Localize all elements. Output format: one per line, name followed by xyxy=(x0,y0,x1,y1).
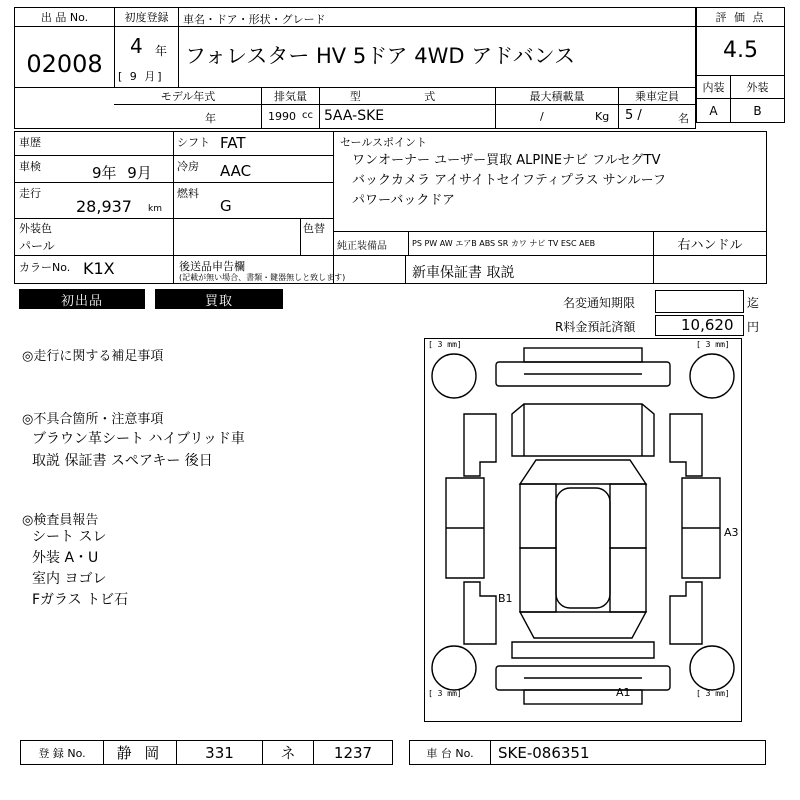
inspector-line: 外装 A・U xyxy=(32,550,99,566)
equipment-label: 純正装備品 xyxy=(337,241,387,252)
recycle-value: 10,620 xyxy=(681,316,734,334)
inspector-lines xyxy=(32,527,128,611)
chassis-number: SKE-086351 xyxy=(498,744,590,762)
reg-no-label: 登 録 No. xyxy=(38,746,86,760)
car-name: フォレスター HV 5ドア 4WD アドバンス xyxy=(185,44,576,68)
first-reg-label: 初度登録 xyxy=(124,11,169,24)
purchase-badge: 買取 xyxy=(155,289,283,309)
lot-no: 02008 xyxy=(26,50,103,78)
car-damage-diagram xyxy=(424,338,742,722)
capacity-label: 乗車定員 xyxy=(635,90,679,103)
exterior-color: パール xyxy=(19,239,55,253)
inspector-line: 室内 ヨゴレ xyxy=(32,571,107,587)
exterior-color-label: 外装色 xyxy=(19,222,52,235)
driving-notes-title: ◎走行に関する補足事項 xyxy=(22,349,164,364)
first-reg-month: [ 9 月] xyxy=(118,70,164,83)
recycle-unit: 円 xyxy=(747,320,760,334)
sales-points-label: セールスポイント xyxy=(340,136,428,149)
color-change-label: 色替 xyxy=(303,222,325,235)
exterior-label: 外装 xyxy=(746,81,769,94)
displacement-label: 排気量 xyxy=(274,90,307,103)
inspector-line: Fガラス トビ石 xyxy=(32,592,129,608)
chassis-label: 車 台 No. xyxy=(426,746,474,760)
ac: AAC xyxy=(220,162,252,180)
delivery-note: (記載が無い場合、書類・鍵器無しと致します) xyxy=(179,273,346,282)
max-load: / xyxy=(540,110,544,123)
defect-line: ブラウン革シート ハイブリッド車 xyxy=(32,431,245,447)
inspection: 9年 9月 xyxy=(92,164,152,182)
score-label: 評 価 点 xyxy=(715,11,766,24)
history-label: 車歴 xyxy=(19,136,41,149)
tire-front-left xyxy=(432,354,476,398)
interior-label: 内装 xyxy=(702,81,725,94)
tire-front-right xyxy=(690,354,734,398)
first-listing-badge: 初出品 xyxy=(19,289,145,309)
capacity: 5 / xyxy=(625,108,642,123)
displacement: 1990 xyxy=(268,110,296,123)
type-label: 型 式 xyxy=(349,90,466,103)
inspection-label: 車検 xyxy=(19,160,41,173)
equipment: PS PW AW エアB ABS SR カワ ナビ TV ESC AEB xyxy=(412,239,596,248)
interior-grade: A xyxy=(709,103,718,118)
sales-points-text xyxy=(352,151,666,211)
shift-label: シフト xyxy=(177,136,210,149)
reg-prefecture: 静 岡 xyxy=(116,744,164,762)
defects-lines xyxy=(32,428,245,472)
color-no-label: カラーNo. xyxy=(19,261,71,274)
car-name-label: 車名・ドア・形状・グレード xyxy=(183,13,326,26)
exterior-grade: B xyxy=(753,103,762,118)
handle-side: 右ハンドル xyxy=(677,238,743,253)
first-reg-year: 4 xyxy=(130,34,143,58)
sales-point-line: ワンオーナー ユーザー買取 ALPINEナビ フルセグTV xyxy=(352,153,661,168)
delivery-label: 後送品申告欄 xyxy=(179,260,245,273)
sales-point-line: パワーバックドア xyxy=(352,193,455,208)
tire-rear-right-depth: [ 3 mm] xyxy=(696,689,730,698)
fuel-label: 燃料 xyxy=(177,187,199,200)
tire-front-left-depth: [ 3 mm] xyxy=(428,340,462,349)
name-change-label: 名変通知期限 xyxy=(563,296,636,310)
score: 4.5 xyxy=(723,37,758,63)
tire-rear-left-depth: [ 3 mm] xyxy=(428,689,462,698)
model-year-label: モデル年式 xyxy=(160,90,216,103)
displacement-unit: cc xyxy=(302,110,313,121)
model-type: 5AA-SKE xyxy=(324,108,385,124)
tire-rear-left xyxy=(432,646,476,690)
damage-mark-a1: A1 xyxy=(616,686,631,699)
recycle-label: R料金預託済額 xyxy=(555,320,636,334)
color-no: K1X xyxy=(83,259,115,278)
tire-rear-right xyxy=(690,646,734,690)
inspector-title: ◎検査員報告 xyxy=(22,513,99,528)
mileage-unit: km xyxy=(148,204,162,214)
mileage: 28,937 xyxy=(76,197,132,216)
defects-title: ◎不具合箇所・注意事項 xyxy=(22,412,164,427)
fuel: G xyxy=(220,197,232,215)
mileage-label: 走行 xyxy=(19,187,41,200)
max-load-label: 最大積載量 xyxy=(529,90,585,103)
inspector-line: シート スレ xyxy=(32,529,107,545)
capacity-unit: 名 xyxy=(678,112,689,125)
ac-label: 冷房 xyxy=(177,160,199,173)
warranty: 新車保証書 取説 xyxy=(412,265,515,281)
name-change-unit: 迄 xyxy=(747,296,760,310)
reg-number: 1237 xyxy=(333,743,373,762)
lot-no-label: 出 品 No. xyxy=(40,11,89,24)
reg-kana: ネ xyxy=(280,744,296,762)
max-load-unit: Kg xyxy=(595,110,610,123)
defect-line: 取説 保証書 スペアキー 後日 xyxy=(32,453,213,469)
tire-front-right-depth: [ 3 mm] xyxy=(696,340,730,349)
reg-class: 331 xyxy=(205,743,234,762)
damage-mark-b1: B1 xyxy=(498,592,513,605)
sales-point-line: バックカメラ アイサイトセイフティプラス サンルーフ xyxy=(352,173,666,188)
shift: FAT xyxy=(220,134,246,152)
model-year-unit: 年 xyxy=(205,112,216,125)
damage-mark-a3: A3 xyxy=(724,526,739,539)
first-reg-year-unit: 年 xyxy=(155,44,168,58)
